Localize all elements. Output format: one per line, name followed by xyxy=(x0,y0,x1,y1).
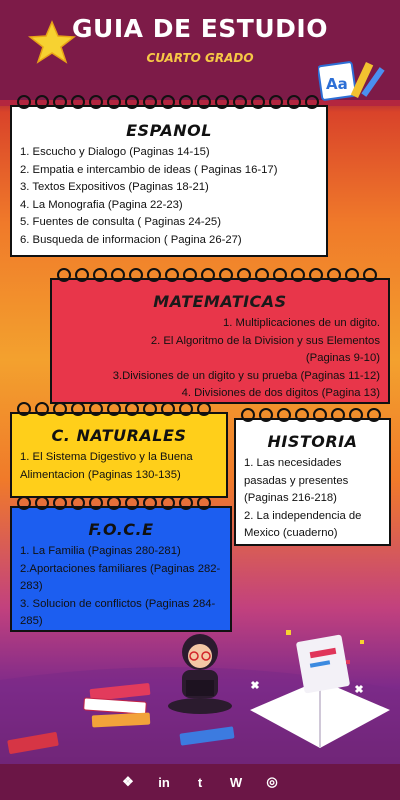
list-item: 2.Aportaciones familiares (Paginas 282-283) xyxy=(20,562,221,592)
foce-card xyxy=(10,506,232,632)
naturales-list xyxy=(20,449,218,484)
page-subtitle: CUARTO GRADO xyxy=(146,51,254,65)
matematicas-title: MATEMATICAS xyxy=(153,292,287,311)
instagram-icon[interactable]: ◎ xyxy=(266,774,278,789)
matematicas-card xyxy=(50,278,390,404)
foce-list xyxy=(20,543,222,631)
list-item: 6. Busqueda de informacion ( Pagina 26-27) xyxy=(20,233,242,246)
abc-badge-text: Aa xyxy=(326,75,348,93)
spiral-binding xyxy=(12,495,230,511)
reading-illustration xyxy=(0,620,400,764)
matematicas-list xyxy=(60,315,380,403)
spiral-binding xyxy=(236,407,389,423)
historia-list xyxy=(244,455,381,543)
tumblr-icon[interactable]: t xyxy=(197,774,203,790)
page-title: GUIA DE ESTUDIO xyxy=(72,14,328,43)
list-item: 1. La Familia (Paginas 280-281) xyxy=(20,545,181,557)
dropbox-icon[interactable]: ❖ xyxy=(122,774,134,789)
naturales-title: C. NATURALES xyxy=(51,426,187,445)
spiral-binding xyxy=(12,94,326,110)
list-item: 1. El Sistema Digestivo y la Buena Alimentacion (Paginas 130-135) xyxy=(20,451,193,481)
list-item: 4. Divisiones de dos digitos (Pagina 13) xyxy=(181,387,380,399)
list-item: 1. Escucho y Dialogo (Paginas 14-15) xyxy=(20,146,210,158)
list-item: (Paginas 9-10) xyxy=(305,352,380,364)
list-item: 1. Las necesidades pasadas y presentes (Paginas 216-218) xyxy=(244,457,349,504)
historia-title: HISTORIA xyxy=(267,432,358,451)
wordpress-icon[interactable]: W xyxy=(229,774,243,790)
naturales-card xyxy=(10,412,228,498)
linkedin-icon[interactable]: in xyxy=(158,774,170,790)
spiral-binding xyxy=(12,401,226,417)
spiral-binding xyxy=(52,267,388,283)
historia-card xyxy=(234,418,391,546)
footer-social-bar xyxy=(0,764,400,800)
list-item: 3. Solucion de conflictos (Paginas 284-285) xyxy=(20,597,216,627)
list-item: 2. Empatia e intercambio de ideas ( Paginas 16-17) xyxy=(20,163,278,176)
list-item: 4. La Monografia (Pagina 22-23) xyxy=(20,198,183,211)
list-item: 3. Textos Expositivos (Paginas 18-21) xyxy=(20,181,209,193)
list-item: 2. El Algoritmo de la Division y sus Elementos xyxy=(150,334,380,347)
list-item: 1. Multiplicaciones de un digito. xyxy=(223,317,380,329)
espanol-card xyxy=(10,105,328,257)
espanol-title: ESPANOL xyxy=(126,121,212,140)
list-item: 5. Fuentes de consulta ( Paginas 24-25) xyxy=(20,216,221,228)
list-item: 2. La independencia de Mexico (cuaderno) xyxy=(244,509,362,539)
list-item: 3.Divisiones de un digito y su prueba (Paginas 11-12) xyxy=(112,369,380,382)
foce-title: F.O.C.E xyxy=(88,520,154,539)
espanol-list xyxy=(20,144,318,249)
